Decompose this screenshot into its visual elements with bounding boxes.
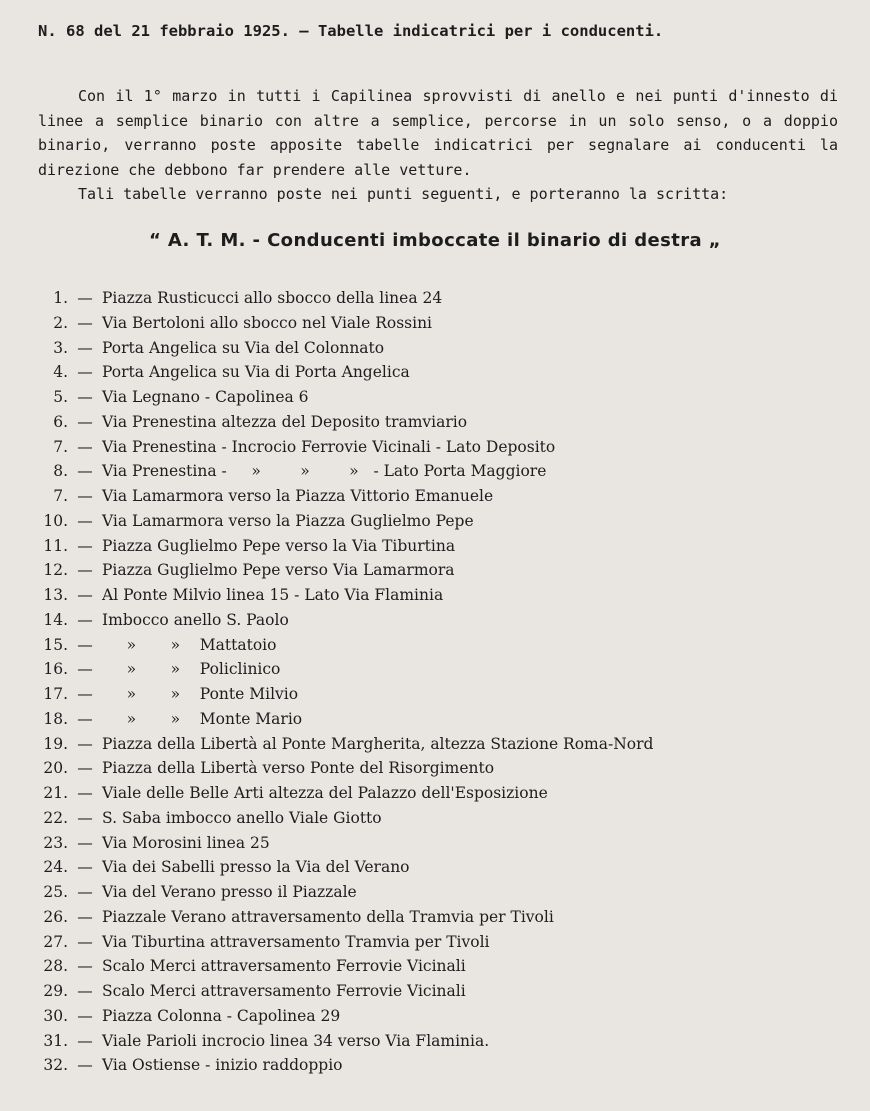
list-item-text: Viale Parioli incrocio linea 34 verso Via Flaminia. [102, 1031, 490, 1050]
list-item [38, 732, 828, 757]
list-item-text: Via del Verano presso il Piazzale [102, 883, 357, 901]
list-item-text: Via Legnano - Capolinea 6 [102, 388, 309, 406]
list-item-dash: — [77, 536, 93, 555]
list-item [38, 682, 828, 707]
list-item-dash: — [77, 883, 93, 901]
list-item-number: 8. [53, 462, 68, 481]
list-item-number: 25. [43, 883, 68, 901]
list-item [38, 1004, 828, 1029]
list-item-dash: — [77, 660, 93, 679]
list-item-dash: — [77, 289, 93, 307]
list-item-number: 31. [43, 1031, 68, 1050]
list-item-text: Piazza Guglielmo Pepe verso la Via Tiburtina [102, 536, 456, 555]
list-item-text: Viale delle Belle Arti altezza del Palazzo dell'Esposizione [102, 784, 548, 802]
list-item-number: 22. [43, 808, 68, 827]
list-item-dash: — [77, 734, 93, 753]
list-item-dash: — [77, 982, 93, 1000]
list-item-number: 2. [53, 313, 68, 332]
list-item-number: 12. [43, 561, 68, 580]
list-item-text: Via Tiburtina attraversamento Tramvia per Tivoli [102, 932, 490, 951]
list-item-text: Imbocco anello S. Paolo [102, 610, 289, 629]
list-item-number: 4. [53, 363, 68, 382]
list-item [38, 311, 828, 336]
list-item-dash: — [77, 561, 93, 580]
list-item-dash: — [77, 833, 93, 852]
list-item [38, 558, 828, 583]
list-item-dash: — [77, 957, 93, 976]
list-item-dash: — [77, 1056, 93, 1075]
list-item [38, 360, 828, 385]
list-item-dash: — [77, 932, 93, 951]
list-item-text: Piazza Guglielmo Pepe verso Via Lamarmora [102, 561, 455, 580]
list-item-dash: — [77, 858, 93, 877]
list-item-text: » » Ponte Milvio [102, 685, 299, 703]
list-item-text: » » Mattatoio [102, 635, 277, 654]
list-item [38, 880, 828, 905]
list-item-text: Via Lamarmora verso la Piazza Vittorio Emanuele [102, 487, 494, 505]
list-item [38, 979, 828, 1004]
list-item-number: 5. [53, 388, 68, 406]
list-item-text: Piazzale Verano attraversamento della Tramvia per Tivoli [102, 907, 554, 926]
list-item-text: Porta Angelica su Via del Colonnato [102, 338, 385, 357]
list-item [38, 484, 828, 509]
list-item-dash: — [77, 1031, 93, 1050]
list-item [38, 1029, 828, 1054]
list-item-number: 18. [43, 709, 68, 728]
list-item [38, 633, 828, 658]
list-item [38, 286, 828, 311]
list-item-number: 10. [43, 511, 68, 530]
list-item [38, 459, 828, 484]
list-item-text: Piazza Colonna - Capolinea 29 [102, 1006, 341, 1025]
list-item-number: 13. [43, 586, 68, 604]
list-item-text: Scalo Merci attraversamento Ferrovie Vicinali [102, 957, 466, 976]
list-item-number: 29. [43, 982, 68, 1000]
intro-paragraph-1: Con il 1° marzo in tutti i Capilinea sprovvisti di anello e nei punti d'innesto di linee a semplice binario con altre a semplice, percorse in un solo senso, o a doppio binario, verranno poste apposite tabelle indicatrici per segnalare ai conducenti la direzione che debbono far prendere alle vetture. [38, 87, 838, 179]
list-item-number: 6. [53, 412, 68, 431]
list-item-dash: — [77, 511, 93, 530]
list-item-number: 30. [43, 1006, 68, 1025]
list-item [38, 855, 828, 880]
list-item [38, 954, 828, 979]
list-item [38, 831, 828, 856]
list-item [38, 583, 828, 608]
list-item [38, 534, 828, 559]
intro-paragraph-2: Tali tabelle verranno poste nei punti seguenti, e porteranno la scritta: [78, 185, 729, 203]
list-item-dash: — [77, 437, 93, 456]
list-item-dash: — [77, 313, 93, 332]
list-item-number: 15. [43, 635, 68, 654]
list-item-text: Via Lamarmora verso la Piazza Guglielmo Pepe [102, 511, 474, 530]
list-item-dash: — [77, 907, 93, 926]
list-item-text: Al Ponte Milvio linea 15 - Lato Via Flaminia [102, 586, 444, 604]
list-item-text: Via Morosini linea 25 [102, 833, 270, 852]
list-item-dash: — [77, 1006, 93, 1025]
locations-list [38, 286, 828, 1078]
list-item [38, 930, 828, 955]
list-item-dash: — [77, 363, 93, 382]
list-item-number: 26. [43, 907, 68, 926]
list-item [38, 657, 828, 682]
list-item-dash: — [77, 635, 93, 654]
list-item-number: 7. [53, 437, 68, 456]
list-item-text: Piazza della Libertà al Ponte Margherita, altezza Stazione Roma-Nord [102, 734, 654, 753]
list-item-number: 32. [43, 1056, 68, 1075]
list-item-text: Via Ostiense - inizio raddoppio [102, 1056, 343, 1075]
list-item-number: 28. [43, 957, 68, 976]
list-item-dash: — [77, 462, 93, 481]
list-item [38, 905, 828, 930]
intro-text [38, 84, 838, 207]
list-item-text: Via dei Sabelli presso la Via del Verano [102, 858, 410, 877]
list-item-dash: — [77, 808, 93, 827]
document-heading: N. 68 del 21 febbraio 1925. — Tabelle indicatrici per i conducenti. [38, 22, 664, 40]
list-item-text: » » Monte Mario [102, 709, 303, 728]
list-item [38, 781, 828, 806]
list-item-number: 17. [43, 685, 68, 703]
sign-slogan: “ A. T. M. - Conducenti imboccate il binario di destra „ [149, 230, 721, 251]
list-item-text: Porta Angelica su Via di Porta Angelica [102, 363, 410, 382]
list-item [38, 410, 828, 435]
list-item-dash: — [77, 487, 93, 505]
list-item-dash: — [77, 388, 93, 406]
list-item-dash: — [77, 784, 93, 802]
list-item-text: Piazza della Libertà verso Ponte del Risorgimento [102, 759, 495, 778]
list-item [38, 435, 828, 460]
list-item-text: Via Prenestina - » » » - Lato Porta Maggiore [102, 462, 547, 481]
list-item-number: 20. [43, 759, 68, 778]
list-item-number: 14. [43, 610, 68, 629]
list-item-number: 1. [53, 289, 68, 307]
list-item [38, 336, 828, 361]
list-item-number: 19. [43, 734, 68, 753]
list-item-dash: — [77, 709, 93, 728]
list-item [38, 1053, 828, 1078]
list-item-number: 11. [43, 536, 68, 555]
list-item [38, 608, 828, 633]
list-item-number: 16. [43, 660, 68, 679]
list-item-number: 23. [43, 833, 68, 852]
list-item-dash: — [77, 759, 93, 778]
list-item-text: » » Policlinico [102, 660, 281, 679]
list-item-text: Via Bertoloni allo sbocco nel Viale Rossini [102, 313, 433, 332]
list-item-text: Piazza Rusticucci allo sbocco della linea 24 [102, 289, 443, 307]
list-item-dash: — [77, 586, 93, 604]
list-item-dash: — [77, 338, 93, 357]
list-item-dash: — [77, 685, 93, 703]
list-item [38, 756, 828, 781]
list-item-number: 3. [53, 338, 68, 357]
list-item-dash: — [77, 610, 93, 629]
list-item-dash: — [77, 412, 93, 431]
list-item-text: Via Prenestina - Incrocio Ferrovie Vicinali - Lato Deposito [102, 437, 556, 456]
list-item-text: Scalo Merci attraversamento Ferrovie Vicinali [102, 982, 466, 1000]
list-item-text: S. Saba imbocco anello Viale Giotto [102, 808, 382, 827]
list-item [38, 509, 828, 534]
list-item [38, 385, 828, 410]
list-item-number: 7. [53, 487, 68, 505]
list-item-text: Via Prenestina altezza del Deposito tramviario [102, 412, 468, 431]
list-item-number: 21. [43, 784, 68, 802]
list-item [38, 806, 828, 831]
list-item [38, 707, 828, 732]
list-item-number: 24. [43, 858, 68, 877]
list-item-number: 27. [43, 932, 68, 951]
